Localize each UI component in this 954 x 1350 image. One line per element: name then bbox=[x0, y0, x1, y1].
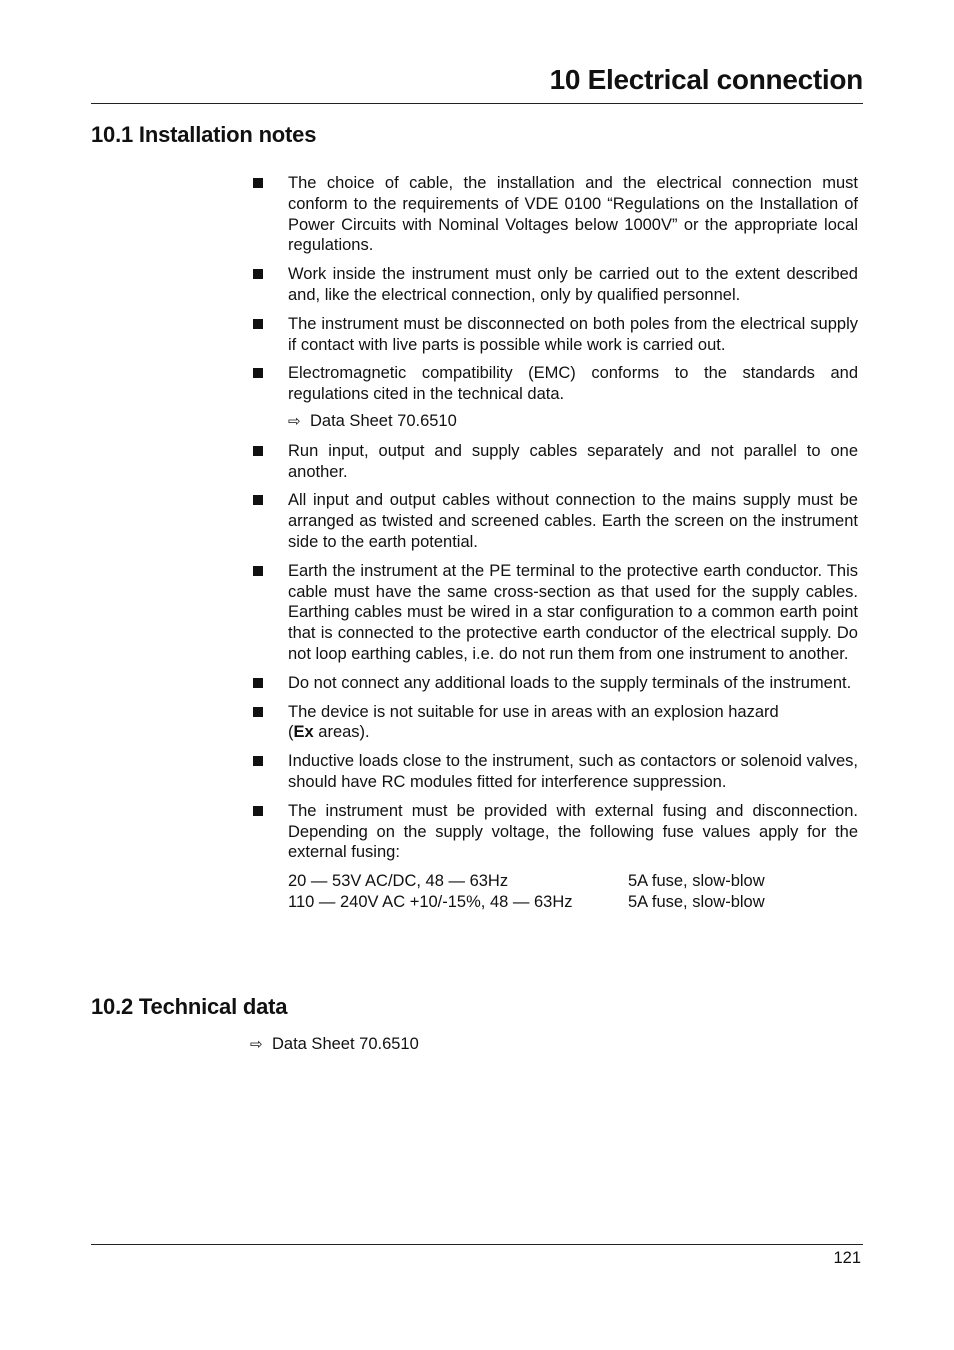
square-bullet-icon bbox=[253, 756, 263, 766]
list-item-text bbox=[288, 702, 858, 744]
cross-reference-text: Data Sheet 70.6510 bbox=[310, 411, 457, 430]
list-item-text-line1: The device is not suitable for use in areas with an explosion hazard bbox=[288, 702, 779, 721]
list-item-text: Inductive loads close to the instrument, such as contactors or solenoid valves, should have RC modules fitted for interference suppression. bbox=[288, 752, 858, 791]
square-bullet-icon bbox=[253, 446, 263, 456]
list-item bbox=[250, 441, 858, 483]
ex-label: Ex bbox=[293, 723, 314, 742]
table-row bbox=[288, 871, 765, 892]
list-item bbox=[250, 673, 858, 694]
square-bullet-icon bbox=[253, 566, 263, 576]
square-bullet-icon bbox=[253, 806, 263, 816]
list-item bbox=[250, 363, 858, 405]
fuse-condition: 20 — 53V AC/DC, 48 — 63Hz bbox=[288, 872, 509, 891]
square-bullet-icon bbox=[253, 678, 263, 688]
list-item-text: Earth the instrument at the PE terminal to the protective earth conductor. This cable must have the same cross-section as that used for the supply cables. Earthing cables must be wired in a star configuration to a common earth point that is connected to the protective earth conductor of the electrical supply. Do not loop earthing cables, i.e. do not run them from one instrument to another. bbox=[288, 561, 858, 663]
cross-reference-text: Data Sheet 70.6510 bbox=[272, 1035, 419, 1053]
list-item-text: Do not connect any additional loads to the supply terminals of the instrument. bbox=[288, 673, 852, 692]
fuse-table bbox=[288, 871, 765, 913]
table-row bbox=[288, 892, 765, 913]
list-item bbox=[250, 751, 858, 793]
list-item bbox=[250, 490, 858, 552]
cross-reference-emc bbox=[288, 411, 858, 433]
list-item bbox=[250, 702, 858, 744]
square-bullet-icon bbox=[253, 707, 263, 717]
arrow-right-icon: ⇨ bbox=[288, 412, 301, 430]
fuse-value: 5A fuse, slow-blow bbox=[628, 892, 765, 911]
list-item-text: Electromagnetic compatibility (EMC) conforms to the standards and regulations cited in the technical data. bbox=[288, 364, 858, 404]
square-bullet-icon bbox=[253, 319, 263, 329]
list-item bbox=[250, 314, 858, 356]
section-heading-technical-data: 10.2 Technical data bbox=[91, 994, 288, 1019]
square-bullet-icon bbox=[253, 495, 263, 505]
list-item bbox=[250, 264, 858, 306]
page-number: 121 bbox=[833, 1249, 861, 1267]
list-item-text: All input and output cables without connection to the mains supply must be arranged as twisted and screened cables. Earth the screen on the instrument side to the earth potential. bbox=[288, 491, 858, 551]
list-item-text: The instrument must be disconnected on both poles from the electrical supply if contact with live parts is possible while work is carried out. bbox=[288, 314, 858, 354]
list-item-text: Work inside the instrument must only be carried out to the extent described and, like the electrical connection, only by qualified personnel. bbox=[288, 265, 858, 304]
list-item-text: The choice of cable, the installation and the electrical connection must conform to the requirements of VDE 0100 “Regulations on the Installation of Power Circuits with Nominal Voltages below 1000V” or the appropriate local regulations. bbox=[288, 174, 858, 255]
list-item-text: The instrument must be provided with external fusing and disconnection. Depending on the supply voltage, the following fuse values apply for the external fusing: bbox=[288, 801, 858, 862]
fuse-value: 5A fuse, slow-blow bbox=[628, 872, 765, 891]
paren-open: ( bbox=[288, 723, 294, 742]
header-rule bbox=[91, 103, 863, 104]
cross-reference-technical-data bbox=[250, 1034, 419, 1056]
square-bullet-icon bbox=[253, 178, 263, 188]
chapter-title: 10 Electrical connection bbox=[549, 64, 863, 95]
fuse-condition: 110 — 240V AC +10/-15%, 48 — 63Hz bbox=[288, 892, 573, 911]
installation-notes-list bbox=[250, 173, 858, 913]
list-item-text-line2: areas). bbox=[313, 723, 370, 742]
square-bullet-icon bbox=[253, 368, 263, 378]
arrow-right-icon: ⇨ bbox=[250, 1036, 263, 1053]
list-item bbox=[250, 801, 858, 863]
list-item bbox=[250, 173, 858, 256]
section-heading-installation-notes: 10.1 Installation notes bbox=[91, 122, 317, 147]
footer-rule bbox=[91, 1244, 863, 1245]
list-item bbox=[250, 561, 858, 665]
list-item-text: Run input, output and supply cables separately and not parallel to one another. bbox=[288, 441, 858, 481]
square-bullet-icon bbox=[253, 269, 263, 279]
